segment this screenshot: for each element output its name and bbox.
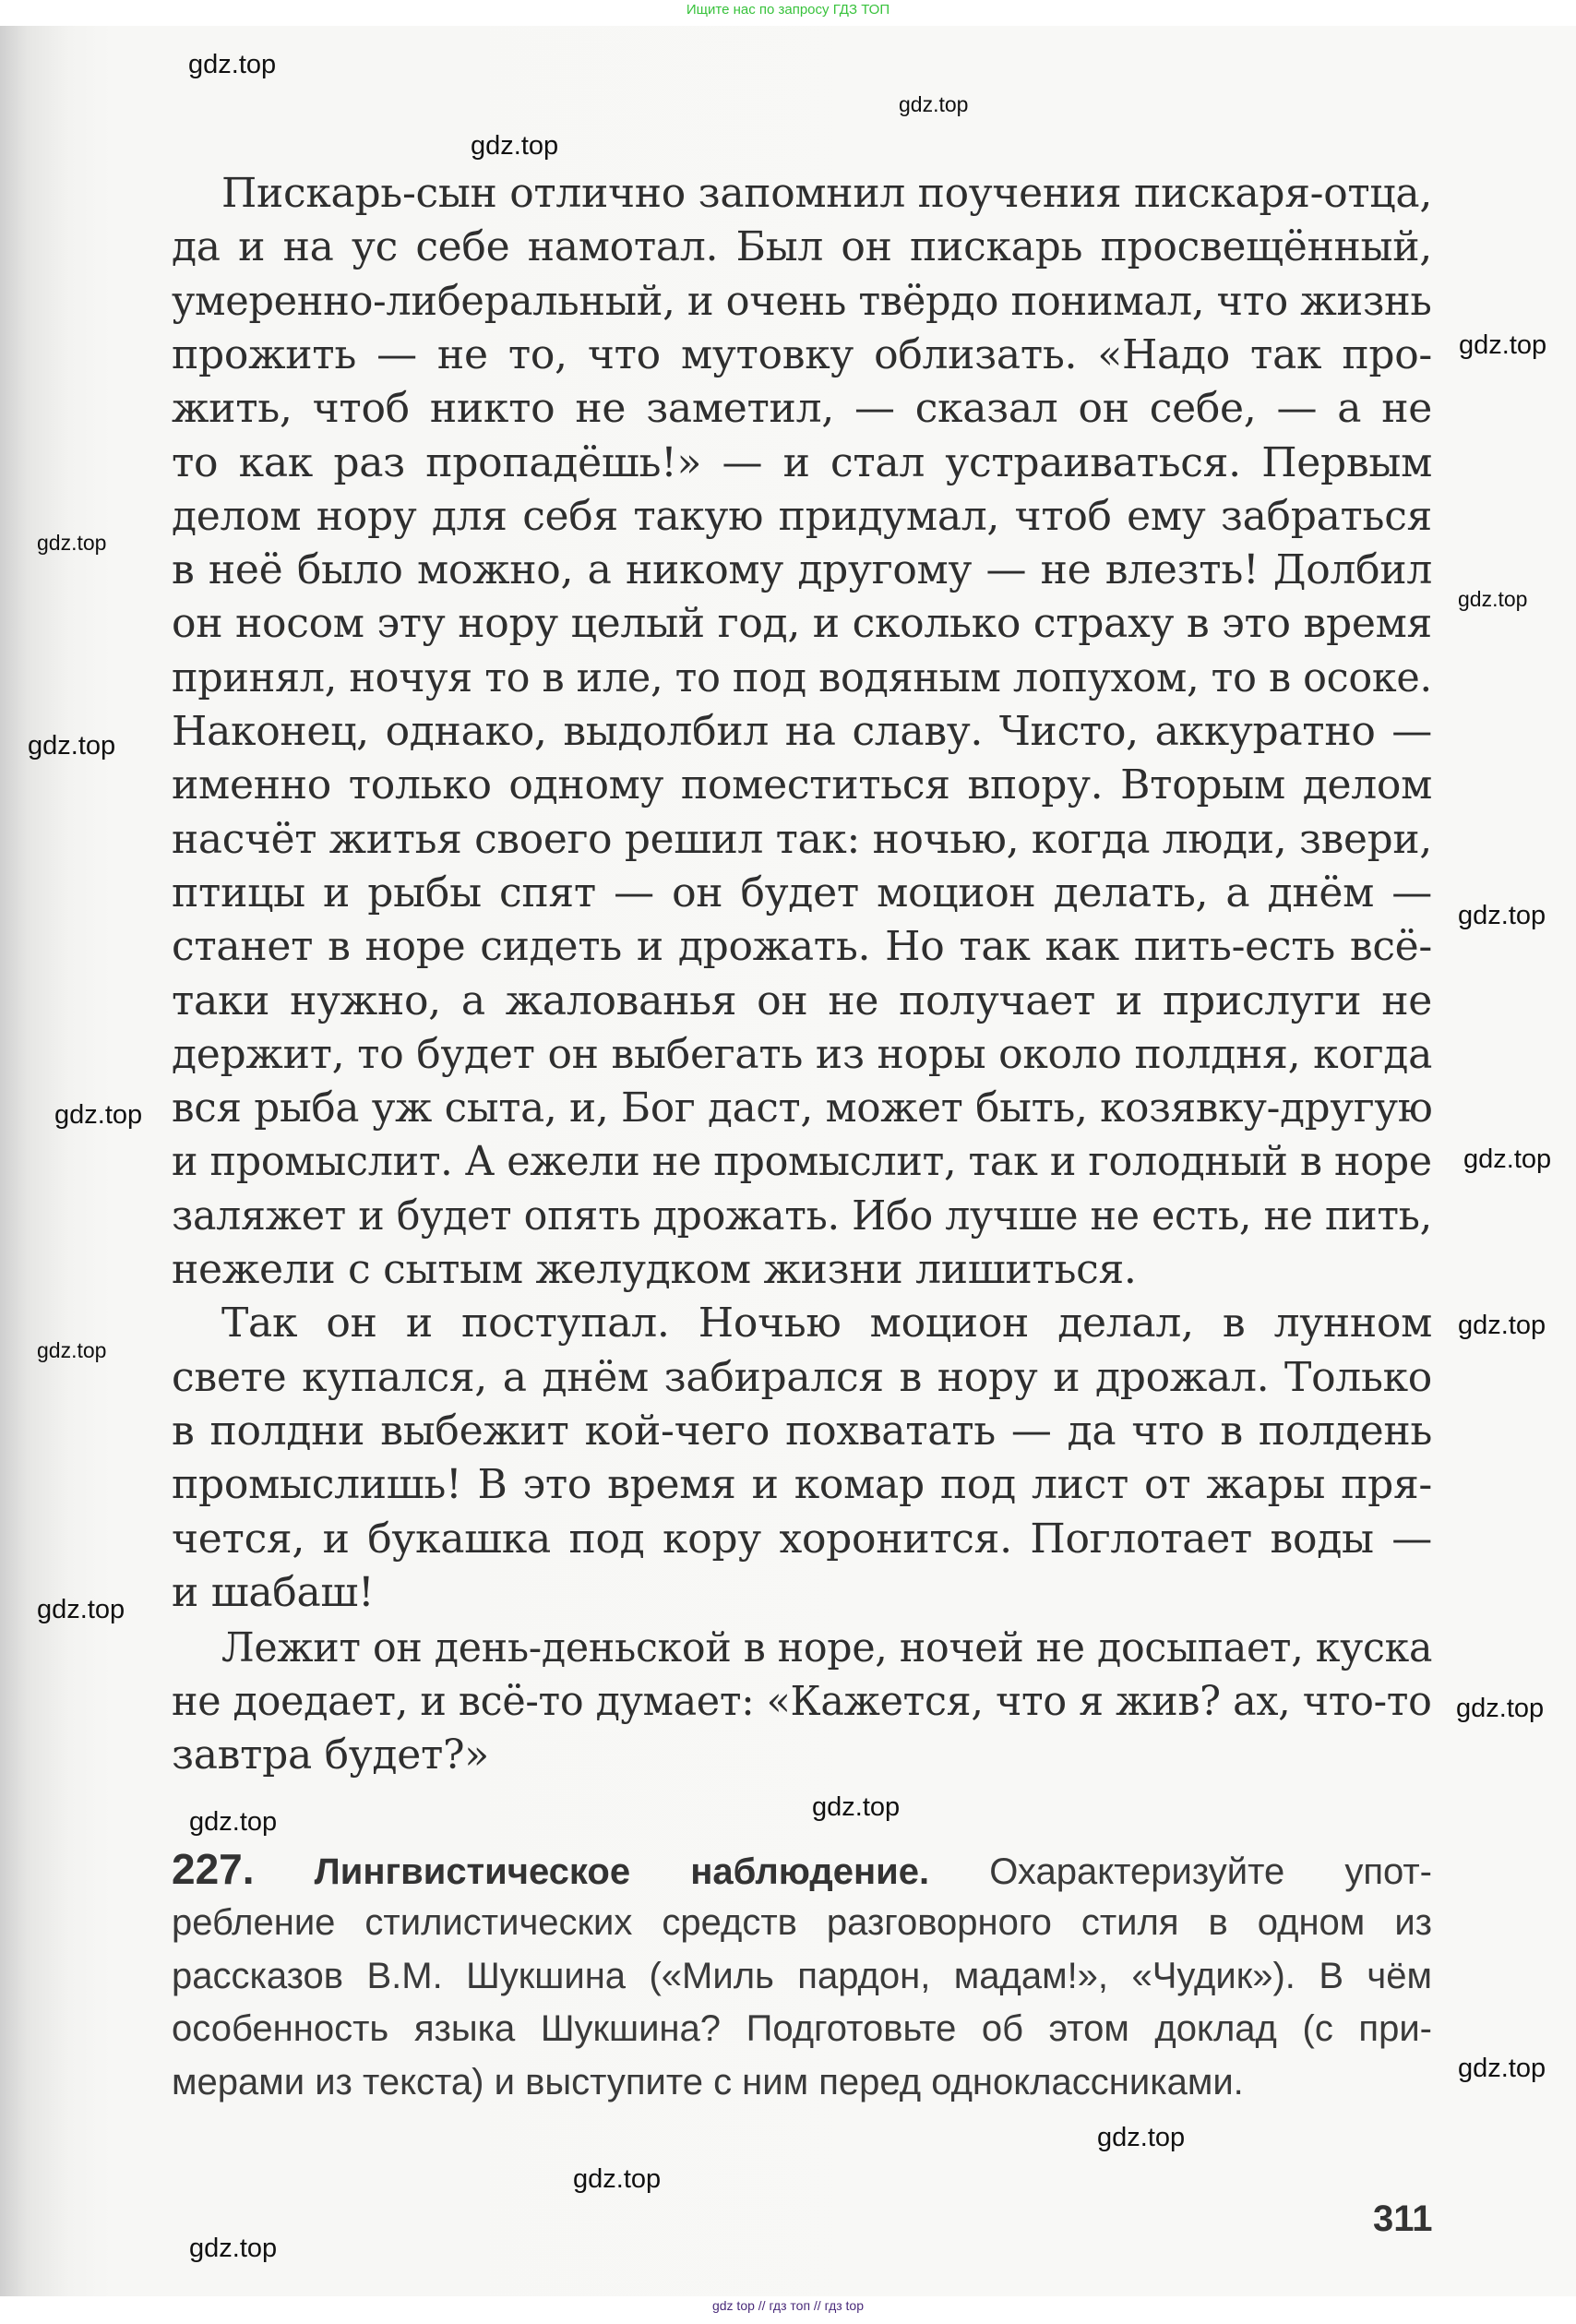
exercise-text-line: рассказов В.М. Шукшина («Миль пардон, мадам!», «Чудик»). В чём	[172, 1955, 1432, 1996]
text-line: прожить — не то, что мутовку облизать. «Надо так про-	[172, 330, 1432, 378]
exercise-title: Лингвистическое наблюдение.	[314, 1851, 930, 1892]
text-line: в неё было можно, а никому другому — не влезть! Долбил	[172, 546, 1432, 594]
watermark: gdz.top	[54, 1100, 143, 1130]
search-banner[interactable]: Ищите нас по запросу ГДЗ ТОП	[686, 2, 890, 18]
text-line: Наконец, однако, выдолбил на славу. Чисто, аккуратно —	[172, 708, 1432, 755]
text-line: таки нужно, а жалованья он не получает и прислуги не	[172, 976, 1432, 1024]
exercise-text-line: мерами из текста) и выступите с ним перед одноклассниками.	[172, 2061, 1244, 2102]
text-line: делом нору для себя такую придумал, чтоб ему забраться	[172, 492, 1432, 540]
exercise-heading-line	[172, 1842, 1432, 1896]
text-line: вся рыба уж сыта, и, Бог даст, может быть, козявку-другую	[172, 1084, 1433, 1132]
watermark: gdz.top	[1458, 2054, 1546, 2083]
watermark: gdz.top	[573, 2164, 662, 2194]
text-line: держит, то будет он выбегать из норы около полдня, когда	[172, 1030, 1432, 1078]
text-line: умеренно-либеральный, и очень твёрдо понимал, что жизнь	[172, 277, 1432, 325]
watermark: gdz.top	[188, 50, 277, 79]
text-line: свете купался, а днём забирался в нору и дрожал. Только	[172, 1353, 1432, 1401]
watermark: gdz.top	[471, 131, 559, 161]
watermark: gdz.top	[28, 731, 116, 761]
text-line: и шабаш!	[172, 1568, 375, 1616]
watermark: gdz.top	[1459, 330, 1547, 360]
text-line: не доедает, и всё-то думает: «Кажется, что я жив? ах, что-то	[172, 1678, 1432, 1725]
watermark: gdz.top	[189, 2234, 278, 2263]
text-line: Пискарь-сын отлично запомнил поучения пискаря-отца,	[221, 170, 1432, 217]
watermark: gdz.top	[1456, 1694, 1545, 1723]
text-line: Так он и поступал. Ночью моцион делал, в лунном	[221, 1300, 1432, 1348]
watermark: gdz.top	[37, 1595, 125, 1624]
exercise-text-line: ребление стилистических средств разговорного стиля в одном из	[172, 1902, 1432, 1943]
text-line: заляжет и будет опять дрожать. Ибо лучше не есть, не пить,	[172, 1192, 1432, 1240]
text-line: принял, ночуя то в иле, то под водяным лопухом, то в осоке.	[172, 653, 1432, 701]
text-line: и промыслит. А ежели не промыслит, так и голодный в норе	[172, 1138, 1432, 1186]
watermark: gdz.top	[1458, 901, 1546, 930]
footer-links[interactable]: gdz top // гдз топ // гдз top	[711, 2298, 865, 2313]
watermark: gdz.top	[1458, 587, 1528, 611]
exercise-number: 227.	[172, 1845, 255, 1893]
watermark: gdz.top	[1097, 2123, 1186, 2152]
text-line: насчёт житья своего решил так: ночью, когда люди, звери,	[172, 815, 1432, 863]
page-number: 311	[1373, 2198, 1433, 2239]
text-line: жить, чтоб никто не заметил, — сказал он себе, — а не	[172, 385, 1432, 433]
text-line: завтра будет?»	[172, 1731, 489, 1779]
text-line: то как раз пропадёшь!» — и стал устраиваться. Первым	[172, 438, 1432, 486]
text-line: птицы и рыбы спят — он будет моцион делать, а днём —	[172, 869, 1432, 916]
watermark: gdz.top	[189, 1807, 278, 1837]
watermark: gdz.top	[1458, 1311, 1546, 1340]
text-line: именно только одному поместиться впору. Вторым делом	[172, 761, 1432, 809]
text-line: Лежит он день-деньской в норе, ночей не досыпает, куска	[221, 1624, 1433, 1671]
watermark: gdz.top	[899, 92, 969, 116]
watermark: gdz.top	[37, 531, 107, 555]
watermark: gdz.top	[37, 1338, 107, 1362]
watermark: gdz.top	[812, 1792, 901, 1822]
text-line: чется, и букашка под кору хоронится. Поглотает воды —	[172, 1515, 1432, 1563]
exercise-text: Охарактеризуйте упот-	[989, 1851, 1432, 1892]
text-line: в полдни выбежит кой-чего похватать — да что в полдень	[172, 1407, 1432, 1455]
watermark: gdz.top	[1463, 1144, 1552, 1174]
text-line: станет в норе сидеть и дрожать. Но так как пить-есть всё-	[172, 923, 1432, 971]
text-line: да и на ус себе намотал. Был он пискарь просвещённый,	[172, 223, 1432, 271]
text-line: промыслишь! В это время и комар под лист от жары пря-	[172, 1461, 1432, 1509]
text-line: нежели с сытым желудком жизни лишиться.	[172, 1246, 1137, 1293]
exercise-text-line: особенность языка Шукшина? Подготовьте об этом доклад (с при-	[172, 2008, 1432, 2049]
text-line: он носом эту нору целый год, и сколько страху в это время	[172, 600, 1432, 648]
